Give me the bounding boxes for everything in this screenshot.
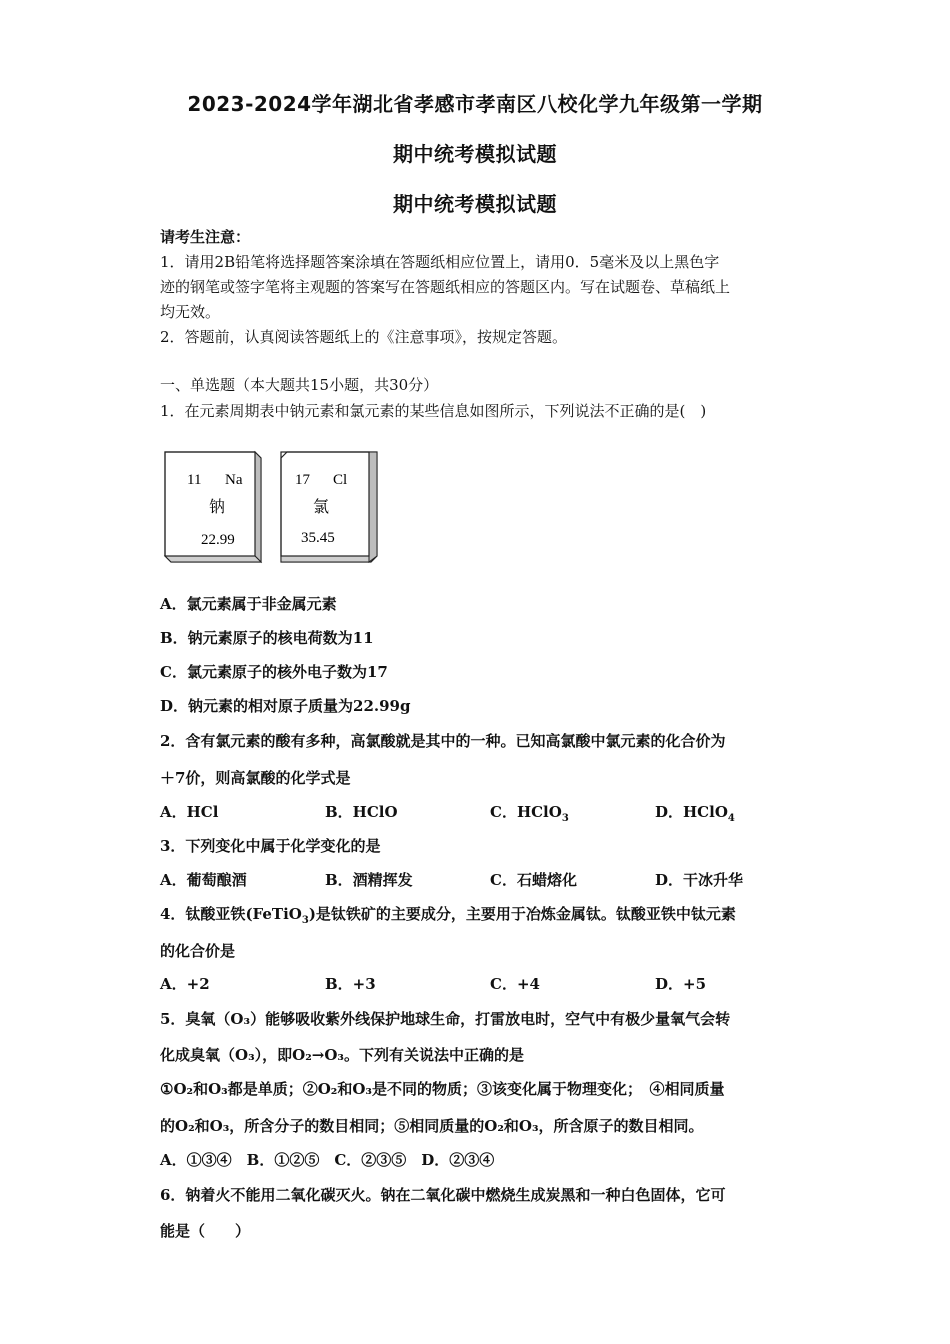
element-card-na [165, 452, 261, 562]
q5-line4: 的O₂和O₃，所含分子的数目相同；⑤相同质量的O₂和O₃，所含原子的数目相同。 [160, 1117, 704, 1135]
notice-heading: 请考生注意： [160, 228, 251, 246]
q2-option-b: B．HClO [325, 803, 398, 821]
element-card-cl [281, 452, 377, 562]
q1-option-c: C．氯元素原子的核外电子数为17 [160, 663, 388, 681]
q4-option-b: B．+3 [325, 975, 376, 993]
q4-stem-line2: 的化合价是 [160, 942, 236, 960]
na-symbol: Na [225, 472, 243, 488]
q2-option-a: A．HCl [160, 803, 219, 821]
q1-option-b: B．钠元素原子的核电荷数为11 [160, 629, 374, 647]
q2-option-c-sub: 3 [561, 813, 569, 824]
exam-title-line1: 2023-2024学年湖北省孝感市孝南区八校化学九年级第一学期 [187, 92, 763, 116]
cl-name: 氯 [313, 499, 330, 516]
q6-line2: 能是（ ） [160, 1222, 251, 1240]
exam-title-line3: 期中统考模拟试题 [393, 192, 557, 216]
q4-stem-line1 [160, 903, 800, 932]
notice-item2: 2．答题前，认真阅读答题纸上的《注意事项》，按规定答题。 [160, 328, 568, 346]
q3-option-a: A．葡萄酿酒 [160, 871, 247, 889]
q2-option-d [655, 801, 735, 830]
q4-option-a: A．+2 [160, 975, 210, 993]
q3-option-c: C．石蜡熔化 [490, 871, 577, 889]
section-heading: 一、单选题（本大题共15小题，共30分） [160, 376, 439, 394]
cl-atomic-number: 17 [295, 472, 310, 488]
q5-line1: 5．臭氧（O₃）能够吸收紫外线保护地球生命，打雷放电时，空气中有极少量氧气会转 [160, 1010, 731, 1028]
cl-atomic-mass: 35.45 [301, 530, 335, 546]
notice-item1-line2: 迹的钢笔或签字笔将主观题的答案写在答题纸相应的答题区内。写在试题卷、草稿纸上 [160, 278, 731, 296]
q3-stem: 3．下列变化中属于化学变化的是 [160, 837, 381, 855]
q1-option-a: A．氯元素属于非金属元素 [160, 595, 337, 613]
na-name: 钠 [209, 499, 226, 516]
q4-option-c: C．+4 [490, 975, 540, 993]
element-cards-svg [163, 448, 383, 566]
q3-option-b: B．酒精挥发 [325, 871, 413, 889]
cl-symbol: Cl [333, 472, 348, 488]
element-cards-figure [163, 448, 383, 570]
q4-stem-post: )是钛铁矿的主要成分，主要用于冶炼金属钛。钛酸亚铁中钛元素 [308, 905, 736, 923]
na-atomic-number: 11 [187, 472, 202, 488]
exam-title-line2: 期中统考模拟试题 [393, 142, 557, 166]
q2-option-c [490, 801, 569, 830]
notice-item1-line3: 均无效。 [160, 303, 221, 321]
q1-option-d: D．钠元素的相对原子质量为22.99g [160, 697, 411, 715]
q4-option-d: D．+5 [655, 975, 707, 993]
q2-stem-line2: ＋7价，则高氯酸的化学式是 [160, 769, 351, 787]
notice-item1-line1: 1．请用2B铅笔将选择题答案涂填在答题纸相应位置上，请用0．5毫米及以上黑色字 [160, 253, 720, 271]
q3-option-d: D．干冰升华 [655, 871, 744, 889]
q5-options: A．①③④ B．①②⑤ C．②③⑤ D．②③④ [160, 1151, 495, 1169]
na-atomic-mass: 22.99 [201, 532, 235, 548]
q4-stem-sub: 3 [301, 915, 309, 926]
q2-option-c-text: C．HClO [490, 803, 562, 821]
q4-stem-pre: 4．钛酸亚铁(FeTiO [160, 905, 302, 923]
q1-stem: 1．在元素周期表中钠元素和氯元素的某些信息如图所示，下列说法不正确的是( ) [160, 402, 707, 420]
q2-option-d-sub: 4 [727, 813, 735, 824]
q5-line3: ①O₂和O₃都是单质；②O₂和O₃是不同的物质；③该变化属于物理变化； ④相同质量 [160, 1080, 725, 1098]
q5-line2: 化成臭氧（O₃），即O₂→O₃。下列有关说法中正确的是 [160, 1046, 524, 1064]
q2-option-d-text: D．HClO [655, 803, 728, 821]
q6-line1: 6．钠着火不能用二氧化碳灭火。钠在二氧化碳中燃烧生成炭黑和一种白色固体，它可 [160, 1186, 726, 1204]
q2-stem-line1: 2．含有氯元素的酸有多种，高氯酸就是其中的一种。已知高氯酸中氯元素的化合价为 [160, 732, 726, 750]
